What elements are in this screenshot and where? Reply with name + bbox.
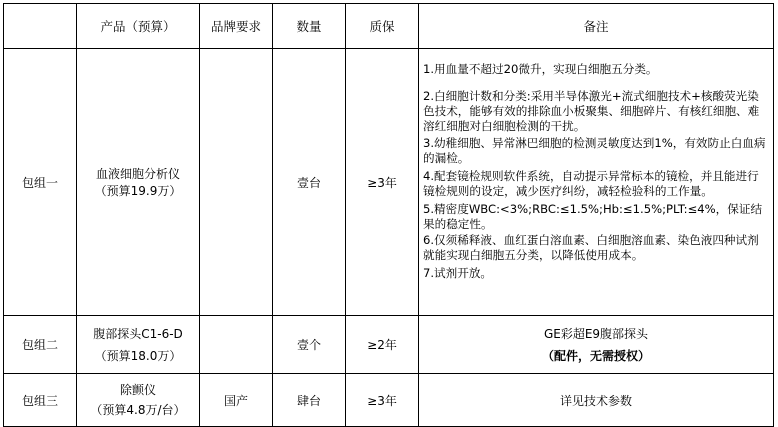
header-cell-brand: 品牌要求	[200, 4, 273, 49]
header-row	[4, 4, 774, 49]
brand-cell: 国产	[200, 374, 273, 427]
header-cell-notes: 备注	[419, 4, 774, 49]
table-row	[4, 316, 774, 374]
note-item: 1.用血量不超过20微升，实现白细胞五分类。	[423, 62, 658, 76]
note-item: 3.幼稚细胞、异常淋巴细胞的检测灵敏度达到1%，有效防止白血病的漏检。	[423, 136, 766, 165]
product-budget: （预算18.0万）	[94, 348, 182, 363]
note-item: 6.仅须稀释液、血红蛋白溶血素、白细胞溶血素、染色液四种试剂就能实现白细胞五分类，以降低使用成本。	[423, 233, 759, 262]
note-line-bold: （配件，无需授权）	[541, 348, 650, 363]
warranty-cell: ≥3年	[346, 374, 419, 427]
note-item: 5.精密度WBC:<3%;RBC:≤1.5%;Hb:≤1.5%;PLT:≤4%，保证结果的稳定性。	[423, 202, 763, 231]
group-cell: 包组二	[4, 316, 77, 374]
product-cell	[77, 49, 200, 316]
product-cell	[77, 316, 200, 374]
table-row	[4, 49, 774, 316]
product-name: 除颤仪	[119, 383, 156, 397]
header-cell-product: 产品（预算）	[77, 4, 200, 49]
quantity-cell: 壹台	[273, 49, 346, 316]
group-cell: 包组一	[4, 49, 77, 316]
product-budget: （预算19.9万）	[94, 184, 182, 198]
quantity-cell: 肆台	[273, 374, 346, 427]
header-cell-quantity: 数量	[273, 4, 346, 49]
header-cell-warranty: 质保	[346, 4, 419, 49]
note-line: GE彩超E9腹部探头	[543, 326, 649, 341]
notes-cell	[419, 49, 774, 316]
quantity-cell: 壹个	[273, 316, 346, 374]
brand-cell	[200, 49, 273, 316]
notes-cell	[419, 316, 774, 374]
brand-cell	[200, 316, 273, 374]
notes-cell: 详见技术参数	[419, 374, 774, 427]
warranty-cell: ≥2年	[346, 316, 419, 374]
product-budget: （预算4.8万/台）	[90, 403, 186, 417]
product-name: 血液细胞分析仪	[95, 167, 180, 181]
procurement-table	[3, 3, 774, 427]
note-item: 2.白细胞计数和分类:采用半导体激光+流式细胞技术+核酸荧光染色技术，能够有效的排除血小板聚集、细胞碎片、有核红细胞、难溶红细胞对白细胞检测的干扰。	[423, 89, 760, 133]
header-cell-blank	[4, 4, 77, 49]
group-cell: 包组三	[4, 374, 77, 427]
product-name: 腹部探头C1-6-D	[93, 326, 183, 341]
note-item: 7.试剂开放。	[423, 266, 493, 280]
warranty-cell: ≥3年	[346, 49, 419, 316]
note-item: 4.配套镜检规则软件系统，自动提示异常标本的镜检，并且能进行镜检规则的设定，减少医疗纠纷，减轻检验科的工作量。	[423, 169, 759, 198]
